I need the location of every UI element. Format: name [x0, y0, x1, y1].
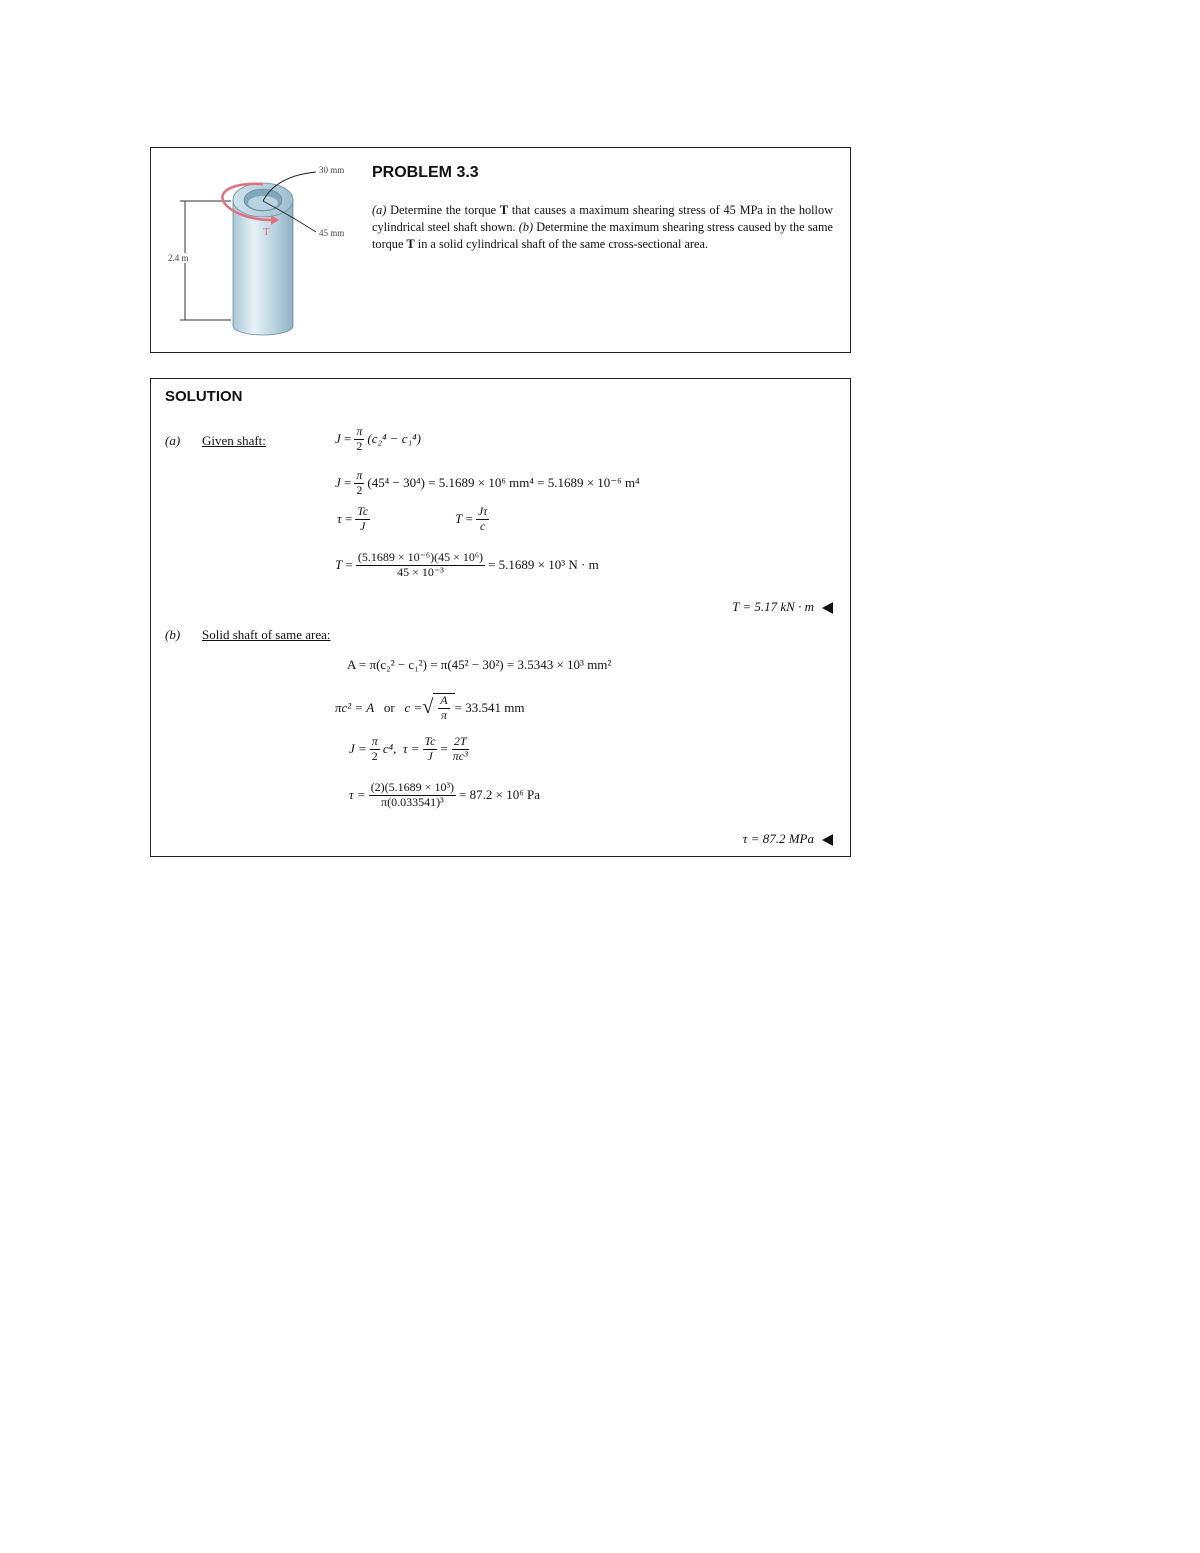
part-b-marker: (b)	[518, 220, 534, 234]
outer-radius-label: 45 mm	[319, 228, 345, 238]
eq-b1: A = π(c₂² − c₁²) = π(45² − 30²) = 3.5343 × 10³ mm²	[347, 657, 612, 672]
eq-a4: T = $\frac{\text{(5.1689 × 10⁻⁶)(45 × 10⁶)}}{\text{45 × 10⁻³}}$ = 5.1689 × 10³ N · m	[335, 550, 599, 579]
eq-a1: J = $\frac{\pi}{2}$ (c₂⁴ − c₁⁴)	[335, 424, 421, 453]
length-label: 2.4 m	[168, 253, 189, 263]
part-b-label: (b)	[165, 627, 181, 642]
problem-title: PROBLEM 3.3	[372, 164, 479, 181]
problem-statement: (a) Determine the torque T that causes a maximum shearing stress of 45 MPa in the hollow cylindrical steel shaft shown. (b) Determine the maximum shearing stress caused by the same torque T in a solid cylindrical shaft of the same cross-sectional area.	[372, 203, 834, 251]
answer-a: T = 5.17 kN · m	[732, 599, 833, 615]
part-a-marker: (a)	[372, 203, 387, 217]
eq-b3: J = $\frac{\pi}{2}$ c⁴, τ = $\frac{Tc}{J}$ = $\frac{2T}{\text{πc³}}$	[349, 734, 468, 763]
answer-marker-icon	[822, 834, 833, 846]
eq-a3-right: T = $\frac{J\tau}{c}$	[455, 504, 488, 533]
answer-marker-icon	[822, 602, 833, 614]
solution-title: SOLUTION	[165, 388, 243, 405]
eq-b4: τ = $\frac{\text{(2)(5.1689 × 10³)}}{\text{π(0.033541)³}}$ = 87.2 × 10⁶ Pa	[349, 780, 540, 809]
answer-b: τ = 87.2 MPa	[743, 831, 833, 847]
part-b-heading: Solid shaft of same area:	[202, 627, 331, 642]
problem-box	[150, 147, 851, 353]
hollow-shaft-figure	[151, 148, 366, 351]
part-a-label: (a)	[165, 433, 181, 448]
torque-label: T	[263, 226, 270, 238]
part-a-heading: Given shaft:	[202, 433, 266, 448]
solution-box	[150, 378, 851, 857]
inner-radius-label: 30 mm	[319, 165, 345, 175]
eq-a2: J = $\frac{\pi}{2}$ (45⁴ − 30⁴) = 5.1689 × 10⁶ mm⁴ = 5.1689 × 10⁻⁶ m⁴	[335, 468, 640, 497]
eq-a3-left: τ = $\frac{Tc}{J}$	[337, 504, 369, 533]
eq-b2: πc² = A or c = √ $\frac{A}{\pi}$ = 33.541 mm	[335, 693, 525, 722]
